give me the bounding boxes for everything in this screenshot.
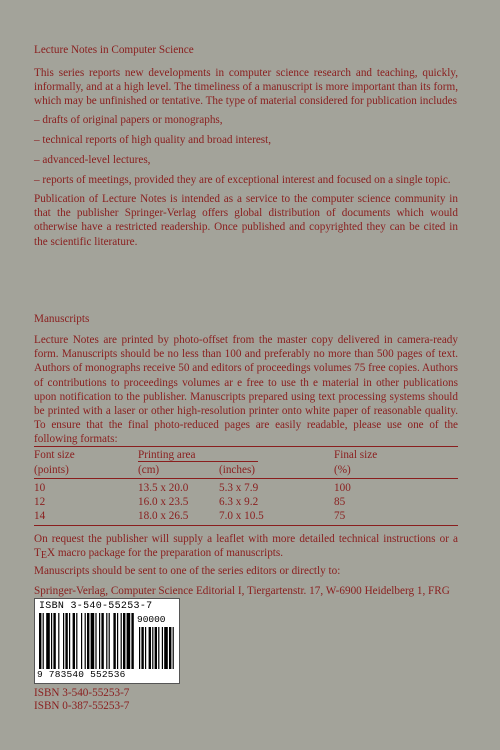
table-header: (cm) [138, 464, 160, 476]
list-item: – reports of meetings, provided they are of exceptional interest and focused on a single topic. [34, 174, 451, 186]
series-title: Lecture Notes in Computer Science [34, 44, 194, 56]
publication-paragraph: Publication of Lecture Notes is intended as a service to the computer science community in that the publisher Springer-Verlag offers global distribution of documents which would otherwise have a restricted readership. Once published and copyrighted they can be cited in the scientific literature. [34, 193, 458, 248]
table-cell: 16.0 x 23.5 [138, 496, 189, 508]
send-text: Manuscripts should be sent to one of the series editors or directly to: [34, 565, 341, 577]
table-rule-span [138, 461, 258, 462]
isbn-line: ISBN 3-540-55253-7 [34, 687, 130, 699]
table-rule-top [34, 446, 458, 447]
table-cell: 14 [34, 510, 46, 522]
intro-paragraph: This series reports new developments in computer science research and teaching, quickly, informally, and at a high level. The timeliness of a manuscript is more important than its form, which may be unfinished or tentative. The type of material considered for publication includes [34, 67, 458, 108]
manuscripts-paragraph: Lecture Notes are printed by photo-offset from the master copy delivered in camera-ready form. Manuscripts should be no less than 100 and preferably no more than 500 pages of text. Authors of monographs receive 50 and editors of proceedings volumes 75 free copies. Authors of contributions to proceedings volumes ar e free to use th e material in other publications upon notification to the publisher. Manuscripts prepared using text processing systems should be printed with a laser or other high-resolution printer onto white paper of reasonable quality. To ensure that the final photo-reduced pages are easily readable, please use one of the following formats: [34, 334, 458, 446]
table-header: Final size [334, 449, 378, 461]
table-header: (points) [34, 464, 69, 476]
table-cell: 100 [334, 482, 351, 494]
isbn-line: ISBN 0-387-55253-7 [34, 700, 130, 712]
list-item: – technical reports of high quality and broad interest, [34, 134, 272, 146]
table-rule-bottom [34, 525, 458, 526]
table-cell: 75 [334, 510, 346, 522]
barcode [34, 598, 180, 684]
table-header: (%) [334, 464, 351, 476]
table-cell: 85 [334, 496, 346, 508]
barcode-addon: 90000 [137, 614, 166, 625]
table-cell: 18.0 x 26.5 [138, 510, 189, 522]
table-cell: 5.3 x 7.9 [219, 482, 259, 494]
table-cell: 13.5 x 20.0 [138, 482, 189, 494]
table-header: Font size [34, 449, 75, 461]
table-cell: 12 [34, 496, 46, 508]
table-header: (inches) [219, 464, 256, 476]
barcode-ean-digits: 9 783540 552536 [37, 669, 126, 680]
request-paragraph: On request the publisher will supply a leaflet with more detailed technical instructions or a TEX macro package for the preparation of manuscripts. [34, 533, 458, 562]
table-rule-mid [34, 478, 458, 479]
table-header: Printing area [138, 449, 196, 461]
barcode-isbn-label: ISBN 3-540-55253-7 [39, 601, 153, 612]
list-item: – advanced-level lectures, [34, 154, 151, 166]
table-cell: 10 [34, 482, 46, 494]
publisher-address: Springer-Verlag, Computer Science Editorial I, Tiergartenstr. 17, W-6900 Heidelberg 1, FRG [34, 585, 450, 597]
manuscripts-heading: Manuscripts [34, 313, 90, 325]
list-item: – drafts of original papers or monographs, [34, 114, 223, 126]
table-cell: 7.0 x 10.5 [219, 510, 264, 522]
table-cell: 6.3 x 9.2 [219, 496, 259, 508]
